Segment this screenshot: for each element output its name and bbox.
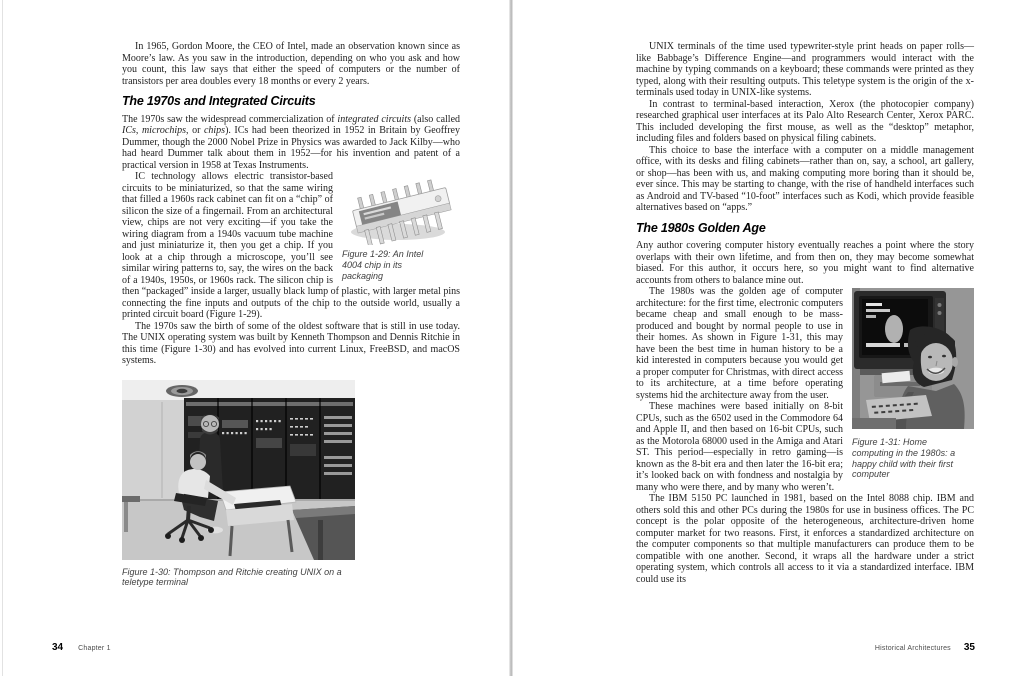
paragraph-ic-technology: IC technology allows electric transistor-based circuits to be miniaturized, so that the same wiring that filled a 1960s rack cabinet can fit on a “chip” of silicon the size of a fingernail. From an architectural view, chips are not very exciting—if you take the wiring diagram from a 1940s vacuum tube machine and just miniaturize it, then you get a chip. If you look at a chip through a microscope, you’ll see similar wiring patterns to, say, the wires on the back of a 1940s, 1950s, or 1960s rack. The silicon chip is then “packaged” inside a larger, usually black lump of plastic, with larger metal pins connecting the fine inputs and outputs of the chip to the outside world, usually a printed circuit board (Figure 1-29). bbox=[122, 171, 460, 320]
right-page-column bbox=[636, 41, 974, 585]
paragraph-moores-law: In 1965, Gordon Moore, the CEO of Intel, made an observation known since as Moore’s law. As you saw in the introduction, depending on who you ask and how you count, this law says that either the speed of computers or the number of transistors per area doubles every 18 months or every 2 years. bbox=[122, 41, 460, 87]
paragraph-unix-birth: The 1970s saw the birth of some of the oldest software that is still in use today. The UNIX operating system was built by Kenneth Thompson and Dennis Ritchie in this time (Figure 1-30) and has evolved into current Linux, FreeBSD, and macOS systems. bbox=[122, 320, 460, 366]
paragraph-golden-age: The 1980s was the golden age of computer architecture: for the first time, electronic computers became cheap and small enough to be mass-produced and bought by normal people to use in their homes. As shown in Figure 1-31, this may have been the best time in human history to be a kid interested in computers because you would get a proper computer for Christmas, with direct access to its architecture, at a time before operating systems hid the architecture away from the user. bbox=[636, 286, 843, 401]
paragraph-office-metaphor: This choice to base the interface with a computer on a middle management office, with its desks and filing cabinets—rather than on, say, a school, art gallery, or shop—has been with us, and making computing more boring than it should be, ever since. This may be starting to change, with the rise of handheld interfaces such as Android and TV-based “10-foot” interfaces such as Kodi, which provide feasible alternatives based on “apps.” bbox=[636, 144, 974, 213]
intel-4004-chip-photo bbox=[342, 173, 460, 245]
section-label: Historical Architectures bbox=[874, 645, 951, 652]
figure-1-31 bbox=[852, 288, 974, 480]
left-page-footer bbox=[52, 637, 111, 655]
figure-1-31-caption: Figure 1-31: Home computing in the 1980s: a happy child with their first computer bbox=[852, 437, 956, 480]
section-heading-1970s: The 1970s and Integrated Circuits bbox=[122, 94, 316, 108]
page-number-right: 35 bbox=[963, 642, 975, 653]
paragraph-ibm-5150: The IBM 5150 PC launched in 1981, based on the Intel 8088 chip. IBM and others sold this and other PCs during the 1980s for use in business offices. The PC concept is the polar opposite of the heterogeneous, architecture-driven home computer market for two reasons. First, it enforces a standardized architecture on the computer components so that multiple manufacturers can produce them to be compatible with one another. Second, it wraps all the hardware under a strict operating system, which controls all access to it via a standardized interface. IBM could use its bbox=[636, 493, 974, 585]
page-number-left: 34 bbox=[52, 642, 64, 653]
paragraph-8bit-machines: These machines were based initially on 8-bit CPUs, such as the 6502 used in the Commodore 64 and Apple II, and then based on 16-bit CPUs, such as the Motorola 68000 used in the Amiga and Atari ST. This period—especially in retro gaming—is known as the 8-bit era and then later the 16-bit era; it’s looked back on with fondness and nostalgia by many who were there, and by many who weren’t. bbox=[636, 401, 843, 493]
thompson-ritchie-unix-photo bbox=[122, 380, 355, 560]
page-gutter bbox=[509, 0, 513, 676]
figure-1-29-caption: Figure 1-29: An Intel 4004 chip in its packaging bbox=[342, 249, 424, 281]
left-page-column bbox=[122, 41, 460, 588]
figure-1-30 bbox=[122, 380, 460, 589]
right-page-footer bbox=[875, 637, 975, 655]
paragraph-xerox-parc: In contrast to terminal-based interaction, Xerox (the photocopier company) researched graphical user interfaces at its Palo Alto Research Center, Xerox PARC. This included developing the first mouse, as well as the “desktop” metaphor, including files and folders based on physical filing cabinets. bbox=[636, 98, 974, 144]
section-heading-1980s: The 1980s Golden Age bbox=[636, 220, 766, 235]
figure-1-30-caption: Figure 1-30: Thompson and Ritchie creating UNIX on a teletype terminal bbox=[122, 566, 342, 588]
paragraph-unix-terminals: UNIX terminals of the time used typewriter-style print heads on paper rolls—like Babbage’s Difference Engine—and programmers would interact with the machine by typing commands on a keyboard; these commands were printed as they typed, along with their resulting outputs. This teletype system is the origin of the x-terminals used today in UNIX-like systems. bbox=[636, 41, 974, 98]
paragraph-author-bias: Any author covering computer history eventually reaches a point where the story overlaps with their own lifetime, and from then on, they may become somewhat biased. For this author, it occurs here, so you might want to find alternative accounts from others to balance mine out. bbox=[636, 240, 974, 286]
home-computing-child-photo bbox=[852, 288, 974, 429]
chapter-label: Chapter 1 bbox=[78, 645, 111, 652]
left-page-edge bbox=[2, 0, 3, 676]
paragraph-integrated-circuits: The 1970s saw the widespread commercialization of integrated circuits (also called ICs, microchips, or chips). ICs had been theorized in 1952 in Britain by Geoffrey Dummer, though the 2000 Nobel Prize in Physics was awarded to Jack Kilby—who had heard Dummer talk about them in 1952—for his invention and patent of a practical version in 1958 at Texas Instruments. bbox=[122, 113, 461, 171]
figure-1-29 bbox=[342, 173, 460, 281]
